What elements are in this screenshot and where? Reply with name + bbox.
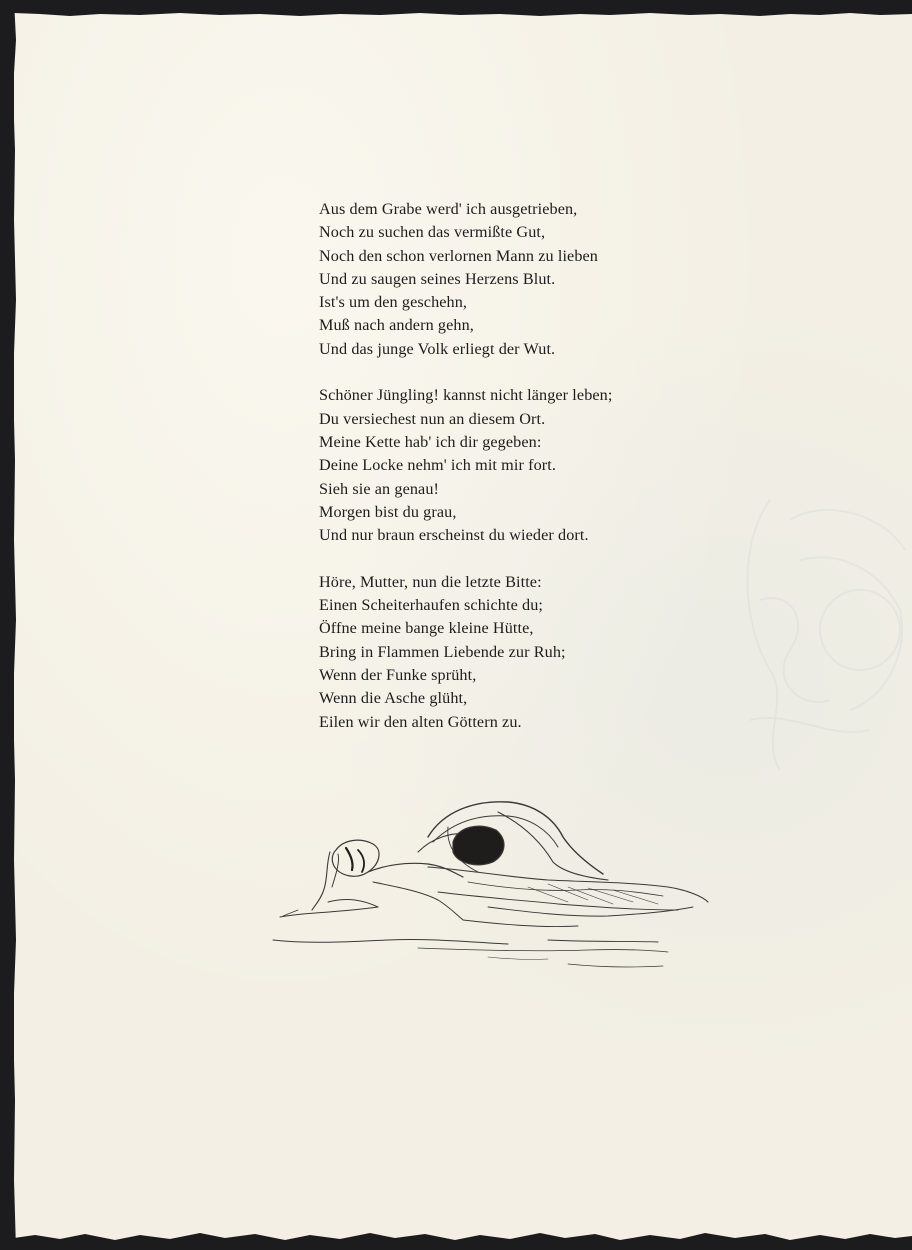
poem-line: Noch den schon verlornen Mann zu lieben	[319, 246, 599, 265]
poem-line: Höre, Mutter, nun die letzte Bitte:	[319, 572, 542, 591]
poem-line: Öffne meine bange kleine Hütte,	[319, 619, 534, 638]
poem-line: Deine Locke nehm' ich mit mir fort.	[319, 456, 557, 475]
lithograph-illustration	[268, 792, 713, 982]
poem-line: Wenn der Funke sprüht,	[319, 665, 477, 684]
poem-line: Noch zu suchen das vermißte Gut,	[319, 223, 546, 242]
paper-watermark	[730, 460, 912, 790]
poem-stanza	[319, 384, 699, 547]
poem-line: Und das junge Volk erliegt der Wut.	[319, 339, 556, 358]
poem-line: Und zu saugen seines Herzens Blut.	[319, 269, 556, 288]
poem-line: Ist's um den geschehn,	[319, 293, 468, 312]
poem-stanza	[319, 571, 699, 734]
poem-line: Einen Scheiterhaufen schichte du;	[319, 596, 543, 615]
poem-line: Und nur braun erscheinst du wieder dort.	[319, 526, 589, 545]
poem-text	[319, 198, 699, 757]
poem-line: Schöner Jüngling! kannst nicht länger leben;	[319, 386, 613, 405]
poem-stanza	[319, 198, 699, 361]
poem-line: Sieh sie an genau!	[319, 479, 440, 498]
poem-line: Morgen bist du grau,	[319, 502, 457, 521]
poem-line: Aus dem Grabe werd' ich ausgetrieben,	[319, 200, 578, 218]
poem-line: Eilen wir den alten Göttern zu.	[319, 712, 522, 731]
poem-line: Meine Kette hab' ich dir gegeben:	[319, 432, 542, 451]
poem-line: Du versiechest nun an diesem Ort.	[319, 409, 546, 428]
poem-line: Muß nach andern gehn,	[319, 316, 474, 335]
poem-line: Wenn die Asche glüht,	[319, 689, 468, 708]
poem-line: Bring in Flammen Liebende zur Ruh;	[319, 642, 566, 661]
